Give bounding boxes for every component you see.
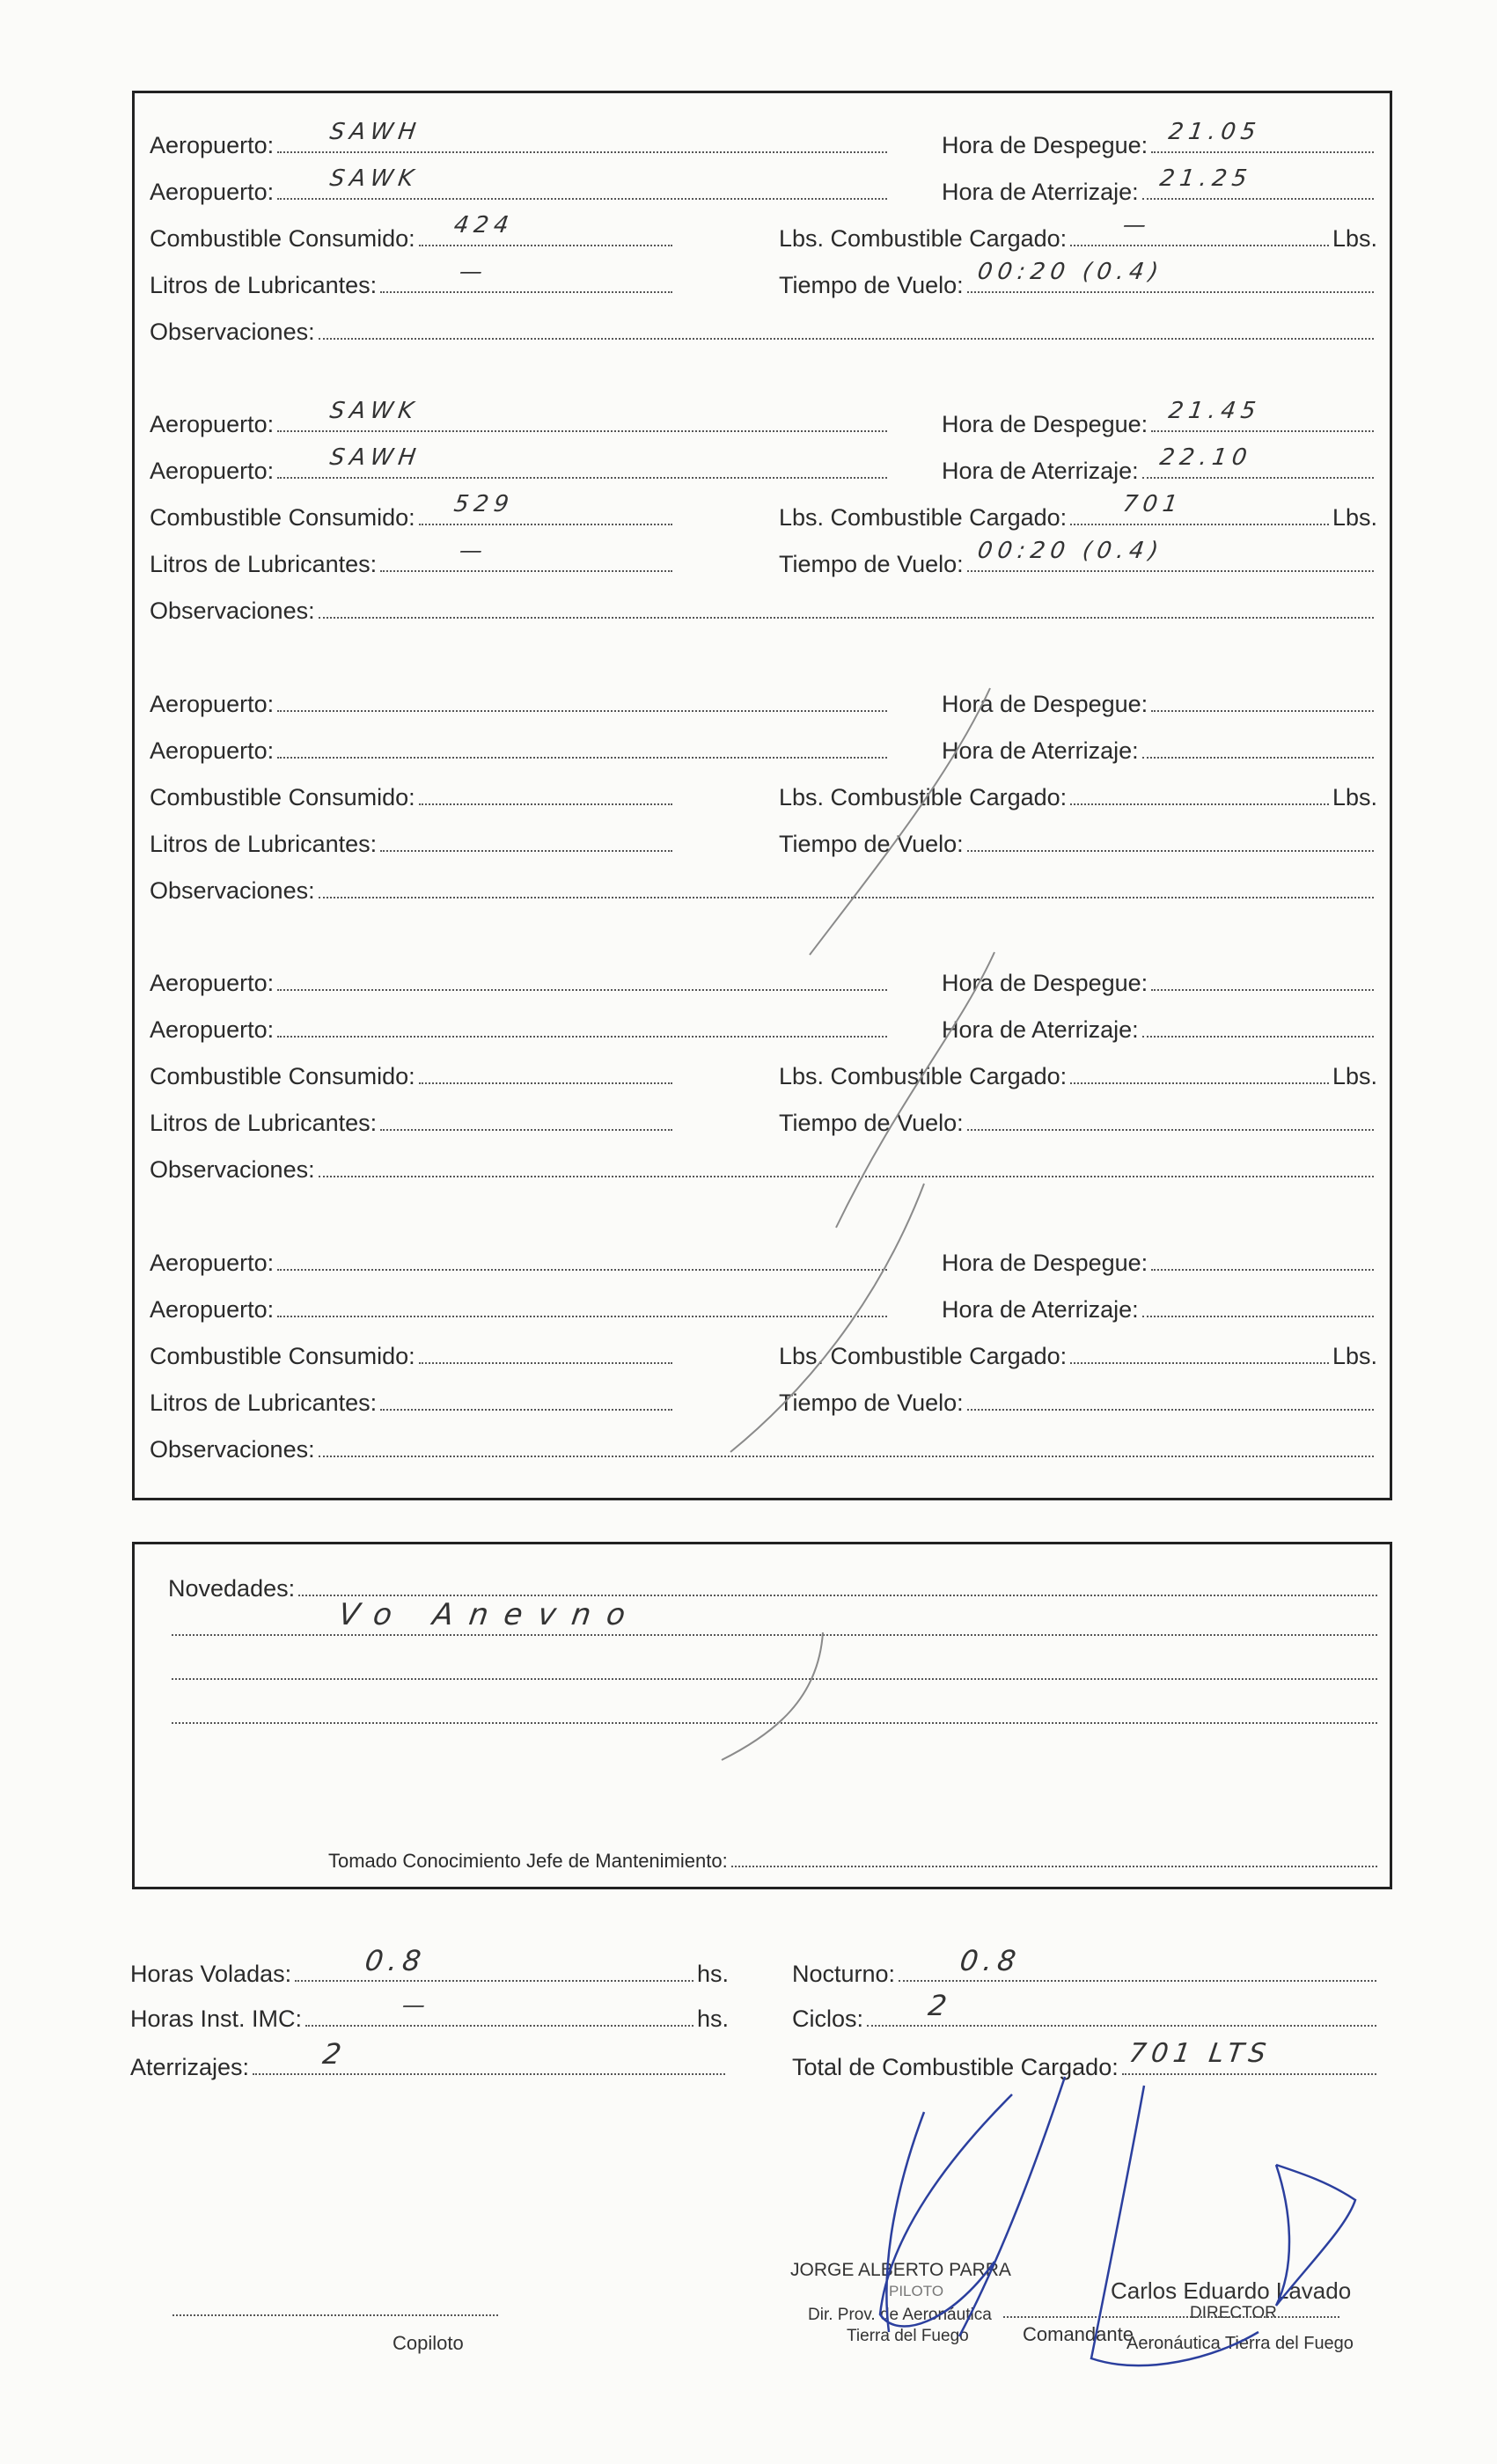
aeropuerto-label: Aeropuerto: <box>150 179 275 205</box>
leg-1-combustible-cargado-value: — <box>1121 212 1154 238</box>
combustible-cargado-label: Lbs. Combustible Cargado: <box>779 225 1068 252</box>
lbs-unit-label: Lbs. <box>1332 504 1377 531</box>
hora-despegue-label: Hora de Despegue: <box>942 1250 1148 1276</box>
observaciones-label: Observaciones: <box>150 598 315 624</box>
hora-despegue-label: Hora de Despegue: <box>942 411 1148 437</box>
leg-2-hora-despegue-value: 21.45 <box>1167 398 1263 424</box>
stamp-left-dept: Dir. Prov. de Aeronáutica <box>808 2306 992 2324</box>
horas-imc-unit: hs. <box>696 2006 729 2032</box>
combustible-consumido-label: Combustible Consumido: <box>150 504 415 531</box>
leg-2-tiempo-vuelo-value: 00:20 (0.4) <box>975 538 1165 564</box>
lubricantes-label: Litros de Lubricantes: <box>150 831 378 857</box>
nocturno-label: Nocturno: <box>792 1961 896 1987</box>
leg-1-aeropuerto-llegada-value: SAWK <box>327 165 421 192</box>
observaciones-label: Observaciones: <box>150 1436 315 1463</box>
lbs-unit-label: Lbs. <box>1332 225 1377 252</box>
aeropuerto-label: Aeropuerto: <box>150 691 275 717</box>
combustible-consumido-label: Combustible Consumido: <box>150 784 415 810</box>
combustible-consumido-label: Combustible Consumido: <box>150 1063 415 1089</box>
aeropuerto-label: Aeropuerto: <box>150 411 275 437</box>
tomado-conocimiento-label: Tomado Conocimiento Jefe de Mantenimiento: <box>328 1850 728 1872</box>
observaciones-label: Observaciones: <box>150 1156 315 1183</box>
horas-voladas-unit: hs. <box>696 1961 729 1987</box>
leg-2-combustible-consumido-value: 529 <box>451 491 516 517</box>
cancel-line-4 <box>722 1632 823 1760</box>
lubricantes-label: Litros de Lubricantes: <box>150 1390 378 1416</box>
leg-1-lubricantes-value: — <box>458 259 490 285</box>
hora-aterrizaje-label: Hora de Aterrizaje: <box>942 737 1139 764</box>
cancel-line-1 <box>810 688 990 955</box>
stamp-left-name: JORGE ALBERTO PARRA <box>790 2260 1011 2280</box>
lbs-unit-label: Lbs. <box>1332 1343 1377 1369</box>
lubricantes-label: Litros de Lubricantes: <box>150 551 378 577</box>
aterrizajes-label: Aterrizajes: <box>130 2054 250 2080</box>
stamp-left-role: PILOTO <box>889 2283 944 2299</box>
combustible-consumido-label: Combustible Consumido: <box>150 1343 415 1369</box>
stamp-left-title: Comandante <box>1023 2323 1134 2345</box>
stamp-left-place: Tierra del Fuego <box>847 2327 969 2345</box>
tiempo-vuelo-label: Tiempo de Vuelo: <box>779 1390 964 1416</box>
tiempo-vuelo-label: Tiempo de Vuelo: <box>779 1110 964 1136</box>
tiempo-vuelo-label: Tiempo de Vuelo: <box>779 272 964 298</box>
total-combustible-value: 701 LTS <box>1126 2038 1273 2069</box>
aeropuerto-label: Aeropuerto: <box>150 458 275 484</box>
hora-despegue-label: Hora de Despegue: <box>942 132 1148 158</box>
leg-2-aeropuerto-salida-value: SAWK <box>327 398 421 424</box>
tiempo-vuelo-label: Tiempo de Vuelo: <box>779 551 964 577</box>
pilot-signature-stroke-1 <box>880 2094 1012 2327</box>
leg-1-tiempo-vuelo-value: 00:20 (0.4) <box>975 259 1165 285</box>
combustible-cargado-label: Lbs. Combustible Cargado: <box>779 1063 1068 1089</box>
leg-2-hora-aterrizaje-value: 22.10 <box>1157 444 1254 471</box>
aeropuerto-label: Aeropuerto: <box>150 970 275 996</box>
horas-imc-label: Horas Inst. IMC: <box>130 2006 303 2032</box>
pilot-signature-stroke-2 <box>959 2077 1065 2336</box>
leg-1-combustible-consumido-value: 424 <box>451 212 516 238</box>
novedades-text: Vo Anevno <box>336 1597 643 1632</box>
ciclos-value: 2 <box>926 1989 955 2022</box>
lubricantes-label: Litros de Lubricantes: <box>150 1110 378 1136</box>
lubricantes-label: Litros de Lubricantes: <box>150 272 378 298</box>
pilot-signature-stroke-4 <box>886 2112 924 2332</box>
aeropuerto-label: Aeropuerto: <box>150 132 275 158</box>
leg-1-hora-aterrizaje-value: 21.25 <box>1157 165 1254 192</box>
director-signature-stroke <box>1276 2165 1355 2306</box>
aeropuerto-label: Aeropuerto: <box>150 1016 275 1043</box>
ciclos-label: Ciclos: <box>792 2006 864 2032</box>
stamp-right-name: Carlos Eduardo Lavado <box>1111 2277 1352 2304</box>
horas-voladas-label: Horas Voladas: <box>130 1961 292 1987</box>
copiloto-label: Copiloto <box>393 2332 464 2354</box>
hora-aterrizaje-label: Hora de Aterrizaje: <box>942 1016 1139 1043</box>
stamp-right-role: DIRECTOR <box>1190 2304 1277 2322</box>
cancel-line-2 <box>836 952 994 1228</box>
nocturno-value: 0.8 <box>958 1944 1024 1977</box>
total-combustible-label: Total de Combustible Cargado: <box>792 2054 1119 2080</box>
observaciones-label: Observaciones: <box>150 319 315 345</box>
horas-imc-value: — <box>400 1992 433 2019</box>
leg-1-aeropuerto-salida-value: SAWH <box>327 119 423 145</box>
tiempo-vuelo-label: Tiempo de Vuelo: <box>779 831 964 857</box>
hora-despegue-label: Hora de Despegue: <box>942 691 1148 717</box>
lbs-unit-label: Lbs. <box>1332 784 1377 810</box>
aeropuerto-label: Aeropuerto: <box>150 1296 275 1323</box>
leg-2-aeropuerto-llegada-value: SAWH <box>327 444 423 471</box>
aterrizajes-value: 2 <box>320 2037 349 2071</box>
pilot-signature-stroke-3 <box>1091 2086 1259 2365</box>
stamp-right-org: Aeronáutica Tierra del Fuego <box>1126 2334 1354 2353</box>
leg-2-lubricantes-value: — <box>458 538 490 564</box>
horas-voladas-value: 0.8 <box>363 1944 429 1977</box>
hora-aterrizaje-label: Hora de Aterrizaje: <box>942 1296 1139 1323</box>
cancel-line-3 <box>730 1184 924 1452</box>
combustible-cargado-label: Lbs. Combustible Cargado: <box>779 1343 1068 1369</box>
observaciones-label: Observaciones: <box>150 877 315 904</box>
hora-despegue-label: Hora de Despegue: <box>942 970 1148 996</box>
leg-1-hora-despegue-value: 21.05 <box>1167 119 1263 145</box>
aeropuerto-label: Aeropuerto: <box>150 737 275 764</box>
combustible-consumido-label: Combustible Consumido: <box>150 225 415 252</box>
novedades-label: Novedades: <box>168 1575 296 1602</box>
lbs-unit-label: Lbs. <box>1332 1063 1377 1089</box>
hora-aterrizaje-label: Hora de Aterrizaje: <box>942 458 1139 484</box>
leg-2-combustible-cargado-value: 701 <box>1121 491 1185 517</box>
hora-aterrizaje-label: Hora de Aterrizaje: <box>942 179 1139 205</box>
combustible-cargado-label: Lbs. Combustible Cargado: <box>779 784 1068 810</box>
aeropuerto-label: Aeropuerto: <box>150 1250 275 1276</box>
combustible-cargado-label: Lbs. Combustible Cargado: <box>779 504 1068 531</box>
